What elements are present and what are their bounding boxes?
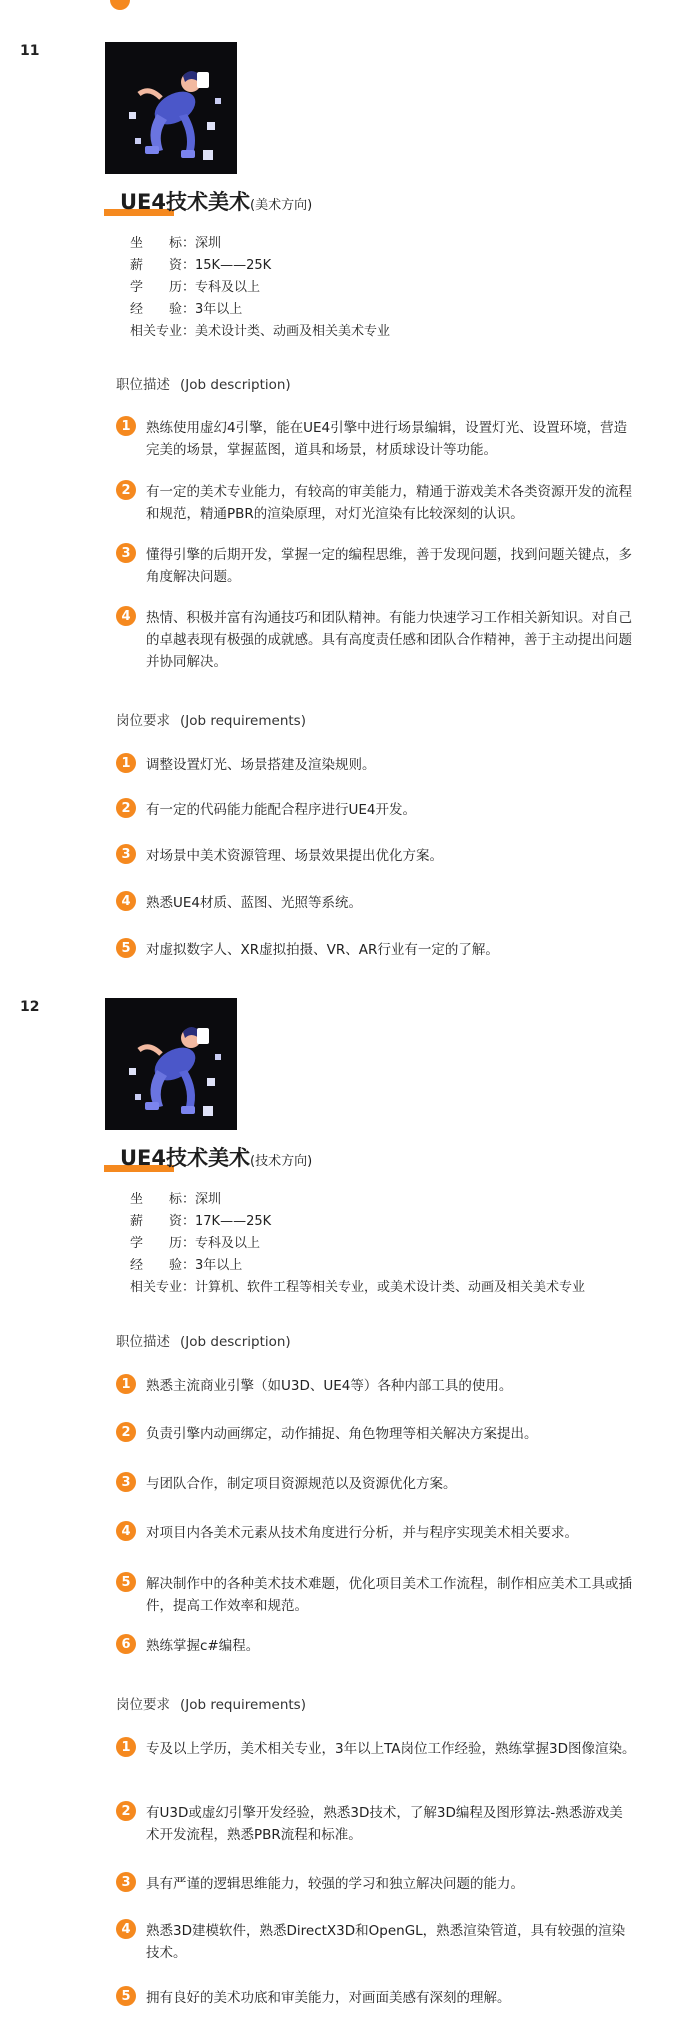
section-heading-text: 职位描述 — [116, 377, 170, 393]
number-badge: 4 — [116, 1919, 136, 1939]
section-heading-en: (Job requirements) — [180, 713, 306, 729]
section-heading-en: (Job requirements) — [180, 1697, 306, 1713]
list-item-text: 热情、积极并富有沟通技巧和团队精神。有能力快速学习工作相关新知识。对自己的卓越表现有极强的成就感。具有高度责任感和团队合作精神，善于主动提出问题并协同解决。 — [146, 610, 632, 670]
job-meta — [130, 233, 390, 343]
meta-value: 美术设计类、动画及相关美术专业 — [195, 324, 391, 339]
number-badge: 5 — [116, 938, 136, 958]
section-heading-text: 岗位要求 — [116, 1697, 170, 1713]
meta-value: 3年以上 — [195, 1258, 243, 1273]
list-item-text: 解决制作中的各种美术技术难题，优化项目美术工作流程，制作相应美术工具或插件，提高工作效率和规范。 — [146, 1576, 632, 1614]
section-heading-requirements — [116, 709, 306, 729]
job-title-text: UE4技术美术 — [120, 1146, 251, 1170]
list-item-text: 熟练使用虚幻4引擎，能在UE4引擎中进行场景编辑，设置灯光、设置环境，营造完美的场景，掌握蓝图，道具和场景，材质球设计等功能。 — [146, 420, 628, 458]
meta-row-location — [130, 233, 390, 255]
meta-label: 学 历： — [130, 280, 196, 295]
number-badge: 2 — [116, 1422, 136, 1442]
section-heading-text: 岗位要求 — [116, 713, 170, 729]
vr-person-illustration-icon — [105, 42, 237, 174]
section-heading-en: (Job description) — [180, 377, 291, 393]
section-heading-text: 职位描述 — [116, 1334, 170, 1350]
list-item-text: 有一定的代码能力能配合程序进行UE4开发。 — [146, 802, 416, 818]
number-badge: 3 — [116, 1872, 136, 1892]
number-badge: 4 — [116, 606, 136, 626]
meta-row-location — [130, 1189, 585, 1211]
list-item-text: 熟练掌握c#编程。 — [146, 1638, 260, 1654]
list-item-text: 熟悉主流商业引擎（如U3D、UE4等）各种内部工具的使用。 — [146, 1378, 513, 1394]
meta-value: 17K——25K — [195, 1214, 272, 1229]
job-thumbnail-image — [105, 42, 237, 174]
list-item-text: 懂得引擎的后期开发，掌握一定的编程思维，善于发现问题，找到问题关键点，多角度解决问题。 — [146, 547, 632, 585]
number-badge: 1 — [116, 416, 136, 436]
meta-label: 相关专业： — [130, 324, 196, 339]
number-badge: 2 — [116, 798, 136, 818]
list-item-text: 具有严谨的逻辑思维能力，较强的学习和独立解决问题的能力。 — [146, 1876, 524, 1892]
number-badge: 3 — [116, 543, 136, 563]
list-item-text: 对虚拟数字人、XR虚拟拍摄、VR、AR行业有一定的了解。 — [146, 942, 499, 958]
job-title — [120, 1142, 312, 1172]
job-number: 12 — [20, 999, 40, 1015]
number-badge: 3 — [116, 1472, 136, 1492]
meta-label: 经 验： — [130, 1258, 196, 1273]
job-title-suffix: (美术方向) — [250, 198, 313, 213]
number-badge: 4 — [116, 891, 136, 911]
list-item-text: 熟悉3D建模软件，熟悉DirectX3D和OpenGL，熟悉渲染管道，具有较强的渲染技术。 — [146, 1923, 626, 1961]
vr-person-illustration-icon — [105, 998, 237, 1130]
list-item-text: 熟悉UE4材质、蓝图、光照等系统。 — [146, 895, 362, 911]
meta-label: 坐 标： — [130, 236, 196, 251]
meta-label: 学 历： — [130, 1236, 196, 1251]
list-item-text: 与团队合作，制定项目资源规范以及资源优化方案。 — [146, 1476, 457, 1492]
meta-label: 坐 标： — [130, 1192, 196, 1207]
list-item-text: 对项目内各美术元素从技术角度进行分析，并与程序实现美术相关要求。 — [146, 1525, 578, 1541]
meta-label: 薪 资： — [130, 1214, 196, 1229]
list-item-text: 有U3D或虚幻引擎开发经验，熟悉3D技术，了解3D编程及图形算法-熟悉游戏美术开发流程，熟悉PBR流程和标准。 — [146, 1805, 623, 1843]
section-heading-requirements — [116, 1693, 306, 1713]
number-badge: 4 — [116, 1521, 136, 1541]
list-item-text: 拥有良好的美术功底和审美能力，对画面美感有深刻的理解。 — [146, 1990, 511, 2006]
meta-label: 相关专业： — [130, 1280, 196, 1295]
meta-row-salary — [130, 255, 390, 277]
list-item-text: 负责引擎内动画绑定，动作捕捉、角色物理等相关解决方案提出。 — [146, 1426, 538, 1442]
meta-value: 3年以上 — [195, 302, 243, 317]
number-badge: 1 — [116, 1374, 136, 1394]
job-title-suffix: (技术方向) — [250, 1154, 313, 1169]
meta-value: 深圳 — [195, 1192, 222, 1207]
job-number: 11 — [20, 43, 40, 59]
meta-value: 深圳 — [195, 236, 222, 251]
job-thumbnail-image — [105, 998, 237, 1130]
section-heading-en: (Job description) — [180, 1334, 291, 1350]
job-title — [120, 186, 312, 216]
list-item-text: 专及以上学历，美术相关专业，3年以上TA岗位工作经验，熟练掌握3D图像渲染。 — [146, 1741, 636, 1757]
meta-row-experience — [130, 299, 390, 321]
number-badge: 3 — [116, 844, 136, 864]
list-item-text: 调整设置灯光、场景搭建及渲染规则。 — [146, 757, 376, 773]
meta-row-experience — [130, 1255, 585, 1277]
meta-value: 专科及以上 — [195, 1236, 261, 1251]
previous-item-number-badge — [110, 0, 130, 10]
meta-row-education — [130, 277, 390, 299]
number-badge: 6 — [116, 1634, 136, 1654]
job-title-text: UE4技术美术 — [120, 190, 251, 214]
number-badge: 1 — [116, 1737, 136, 1757]
meta-row-salary — [130, 1211, 585, 1233]
job-meta — [130, 1189, 585, 1299]
list-item-text: 有一定的美术专业能力，有较高的审美能力，精通于游戏美术各类资源开发的流程和规范，精通PBR的渲染原理，对灯光渲染有比较深刻的认识。 — [146, 484, 632, 522]
section-heading-description — [116, 373, 291, 393]
meta-row-education — [130, 1233, 585, 1255]
number-badge: 5 — [116, 1572, 136, 1592]
number-badge: 1 — [116, 753, 136, 773]
meta-label: 经 验： — [130, 302, 196, 317]
meta-value: 专科及以上 — [195, 280, 261, 295]
meta-value: 15K——25K — [195, 258, 272, 273]
number-badge: 5 — [116, 1986, 136, 2006]
meta-row-major — [130, 1277, 585, 1299]
meta-value: 计算机、软件工程等相关专业，或美术设计类、动画及相关美术专业 — [195, 1280, 586, 1295]
number-badge: 2 — [116, 480, 136, 500]
section-heading-description — [116, 1330, 291, 1350]
meta-label: 薪 资： — [130, 258, 196, 273]
meta-row-major — [130, 321, 390, 343]
number-badge: 2 — [116, 1801, 136, 1821]
list-item-text: 对场景中美术资源管理、场景效果提出优化方案。 — [146, 848, 443, 864]
